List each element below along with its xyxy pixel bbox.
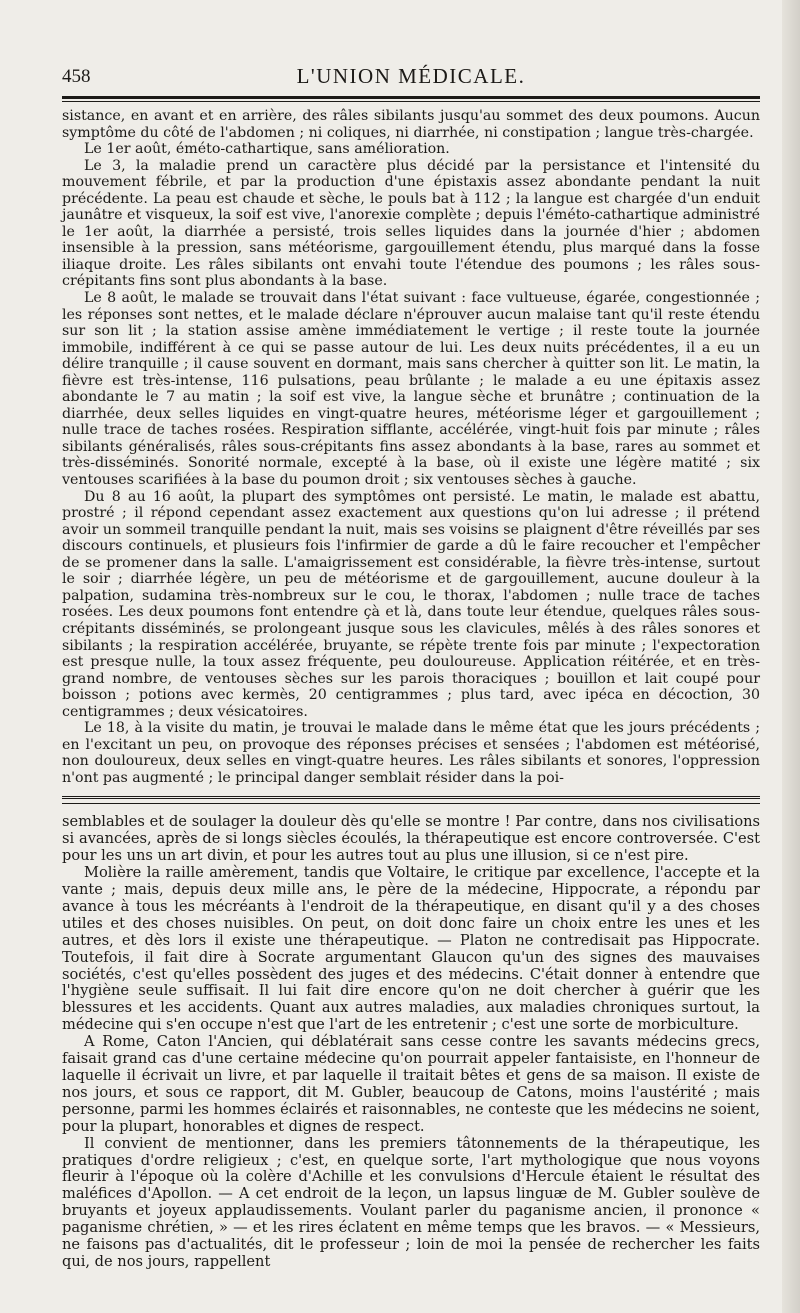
paragraph: Il convient de mentionner, dans les premiers tâtonnements de la thérapeutique, les pratiques d'ordre religieux ; c'est, en quelque sorte, l'art mythologique que nous voyons fleurir à l'époque où la colère d'Achille et les convulsions d'Hercule étaient le résultat des maléfices d'Apollon. — A cet endroit de la leçon, un lapsus linguæ de M. Gubler soulève de bruyants et joyeux applaudissements. Voulant parler du paganisme ancien, il prononce « paganisme chrétien, » — et les rires éclatent en même temps que les bravos. — « Messieurs, ne faisons pas d'actualités, dit le professeur ; loin de moi la pensée de rechercher les faits qui, de nos jours, rappellent bbox=[62, 1134, 760, 1270]
paragraph: Molière la raille amèrement, tandis que Voltaire, le critique par excellence, l'accepte et la vante ; mais, depuis deux mille ans, le père de la médecine, Hippocrate, a répondu par avance à tous les mécréants à l'endroit de la thérapeutique, en disant qu'il y a des choses utiles et des choses nuisibles. On peut, on doit donc faire un choix entre les unes et les autres, et dès lors il existe une thérapeutique. — Platon ne contredisait pas Hippocrate. Toutefois, il fait dire à Socrate argumentant Glaucon qu'un des signes des mauvaises sociétés, c'est qu'elles possèdent des juges et des médecins. C'était donner à entendre que l'hygiène seule suffisait. Il lui fait dire encore qu'on ne doit chercher à guérir que les blessures et les accidents. Quant aux autres maladies, aux maladies chroniques surtout, la médecine qui s'en occupe n'est que l'art de les entretenir ; c'est une sorte de morbiculture. bbox=[62, 864, 760, 1034]
header-rule-thin bbox=[62, 101, 760, 102]
paragraph: Du 8 au 16 août, la plupart des symptômes ont persisté. Le matin, le malade est abattu, prostré ; il répond cependant assez exactement aux questions qu'on lui adresse ; il prétend avoir un sommeil tranquille pendant la nuit, mais ses voisins se plaignent d'être réveillés par ses discours continuels, et plusieurs fois l'infirmier de garde a dû le faire recoucher et l'empêcher de se promener dans la salle. L'amaigrissement est considérable, la fièvre très-intense, surtout le soir ; diarrhée légère, un peu de météorisme et de gargouillement, aucune douleur à la palpation, sudamina très-nombreux sur le cou, le thorax, l'abdomen ; nulle trace de taches rosées. Les deux poumons font entendre çà et là, dans toute leur étendue, quelques râles sous-crépitants disséminés, se prolongeant jusque sous les clavicules, mêlés à des râles sonores et sibilants ; la respiration accélérée, bruyante, se répète trente fois par minute ; l'expectoration est presque nulle, la toux assez fréquente, peu douloureuse. Application réitérée, et en très-grand nombre, de ventouses sèches sur les parois thoraciques ; bouillon et lait coupé pour boisson ; potions avec kermès, 20 centigrammes ; plus tard, avec ipéca en décoction, 30 centigrammes ; deux vésicatoires. bbox=[62, 488, 760, 720]
section-separator bbox=[62, 796, 760, 804]
paragraph: sistance, en avant et en arrière, des râles sibilants jusqu'au sommet des deux poumons. Aucun symptôme du côté de l'abdomen ; ni coliques, ni diarrhée, ni constipation ; langue très-chargée. bbox=[62, 108, 760, 141]
paragraph: Le 8 août, le malade se trouvait dans l'état suivant : face vultueuse, égarée, congestionnée ; les réponses sont nettes, et le malade déclare n'éprouver aucun malaise tant qu'il reste étendu sur son lit ; la station assise amène immédiatement le vertige ; il reste toute la journée immobile, indifférent à ce qui se passe autour de lui. Les deux nuits précédentes, il a eu un délire tranquille ; il cause souvent en dormant, mais sans chercher à quitter son lit. Le matin, la fièvre est très-intense, 116 pulsations, peau brûlante ; le malade a eu une épitaxis assez abondante le 7 au matin ; la soif est vive, la langue sèche et brunâtre ; continuation de la diarrhée, deux selles liquides en vingt-quatre heures, météorisme léger et gargouillement ; nulle trace de taches rosées. Respiration sifflante, accélérée, vingt-huit fois par minute ; râles sibilants généralisés, râles sous-crépitants fins assez abondants à la base, rares au sommet et très-disséminés. Sonorité normale, excepté à la base, où il existe une légère matité ; six ventouses scarifiées à la base du poumon droit ; six ventouses sèches à gauche. bbox=[62, 290, 760, 489]
paragraph: Le 3, la maladie prend un caractère plus décidé par la persistance et l'intensité du mouvement fébrile, et par la production d'une épistaxis assez abondante pendant la nuit précédente. La peau est chaude et sèche, le pouls bat à 112 ; la langue est chargée d'un enduit jaunâtre et visqueux, la soif est vive, l'anorexie complète ; depuis l'éméto-cathartique administré le 1er août, la diarrhée a persisté, trois selles liquides dans la journée d'hier ; abdomen insensible à la pression, sans météorisme, gargouillement étendu, plus marqué dans la fosse iliaque droite. Les râles sibilants ont envahi toute l'étendue des poumons ; les râles sous-crépitants fins sont plus abondants à la base. bbox=[62, 157, 760, 290]
page-header bbox=[62, 62, 760, 92]
header-rule bbox=[62, 96, 760, 99]
feuilleton-article bbox=[62, 814, 760, 1270]
page-number: 458 bbox=[62, 66, 91, 87]
journal-title: L'UNION MÉDICALE. bbox=[296, 64, 526, 88]
clinical-case-article bbox=[62, 108, 760, 786]
paragraph: Le 18, à la visite du matin, je trouvai le malade dans le même état que les jours précédents ; en l'excitant un peu, on provoque des réponses précises et sensées ; l'abdomen est météorisé, non douloureux, deux selles en vingt-quatre heures. Les râles sibilants et sonores, l'oppression n'ont pas augmenté ; le principal danger semblait résider dans la poi- bbox=[62, 720, 760, 786]
page-edge-shadow bbox=[782, 0, 800, 1313]
paragraph: A Rome, Caton l'Ancien, qui déblatérait sans cesse contre les savants médecins grecs, faisait grand cas d'une certaine médecine qu'on pourrait appeler fantaisiste, en l'honneur de laquelle il écrivait un livre, et par laquelle il traitait bêtes et gens de sa maison. Il existe de nos jours, et sous ce rapport, dit M. Gubler, beaucoup de Catons, moins l'austérité ; mais personne, parmi les hommes éclairés et raisonnables, ne conteste que les médecins ne soient, pour la plupart, honorables et dignes de respect. bbox=[62, 1033, 761, 1135]
paragraph: Le 1er août, éméto-cathartique, sans amélioration. bbox=[84, 141, 450, 158]
paragraph: semblables et de soulager la douleur dès qu'elle se montre ! Par contre, dans nos civilisations si avancées, après de si longs siècles écoulés, la thérapeutique est encore controversée. C'est pour les uns un art divin, et pour les autres tout au plus une illusion, si ce n'est pire. bbox=[62, 813, 760, 865]
